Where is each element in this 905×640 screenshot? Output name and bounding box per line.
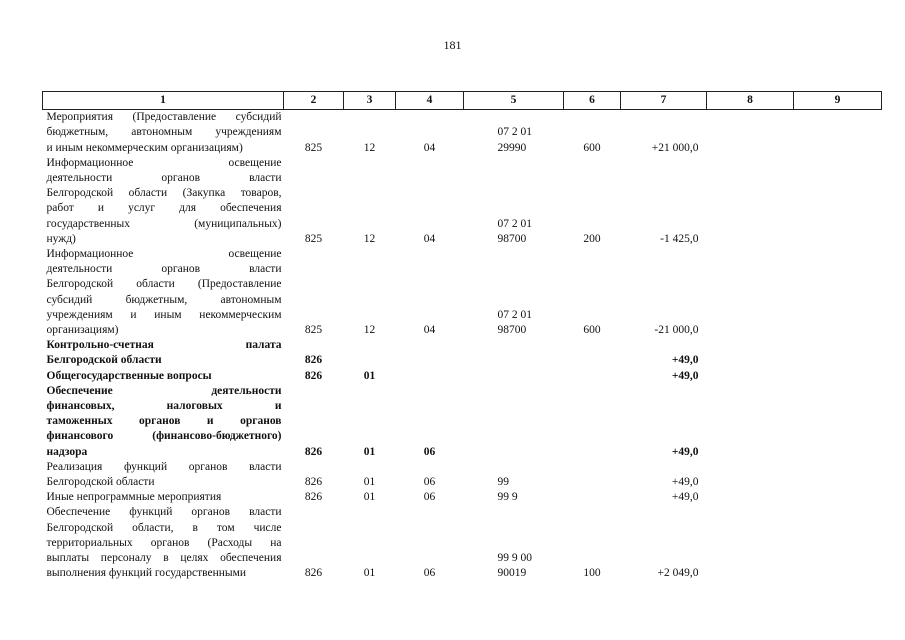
expense-type-code — [564, 369, 621, 384]
description-line: Иные непрограммные мероприятия — [46, 491, 222, 504]
expense-type-code: 100 — [583, 567, 601, 580]
description-line: деятельности органов власти — [46, 263, 282, 276]
section-code: 12 — [363, 232, 376, 245]
description-line: Информационное освещение — [46, 156, 282, 169]
table-row — [43, 384, 882, 460]
amount-change: +49,0 — [671, 445, 699, 458]
section-code — [344, 338, 396, 368]
table-row — [43, 156, 882, 247]
description-line: выполнения функций государственными — [46, 567, 247, 580]
description-line: работ и услуг для обеспечения — [46, 202, 282, 215]
section-code: 01 — [363, 567, 376, 580]
row-description — [43, 247, 284, 338]
column-9 — [794, 490, 882, 505]
table-row — [43, 460, 882, 490]
description-line: Белгородской области, в том числе — [46, 521, 282, 534]
admin-code: 826 — [304, 354, 323, 367]
description-line: Контрольно-счетная палата — [46, 339, 282, 352]
page-number: 181 — [443, 38, 462, 52]
column-8 — [707, 460, 794, 490]
column-8 — [707, 247, 794, 338]
subsection-code: 06 — [423, 491, 436, 504]
admin-code: 825 — [304, 324, 323, 337]
table-row — [43, 110, 882, 156]
amount-change: +2 049,0 — [657, 567, 699, 580]
table-row — [43, 247, 882, 338]
expense-type-code — [564, 490, 621, 505]
table-row — [43, 369, 882, 384]
column-8 — [707, 369, 794, 384]
column-8 — [707, 384, 794, 460]
column-9 — [794, 384, 882, 460]
description-line: деятельности органов власти — [46, 172, 282, 185]
subsection-code — [396, 369, 464, 384]
column-8 — [707, 505, 794, 581]
expense-type-code: 600 — [583, 324, 601, 337]
table-body — [43, 110, 882, 582]
amount-change: +49,0 — [671, 369, 699, 382]
amount-change: +49,0 — [671, 354, 699, 367]
amount-change: -1 425,0 — [660, 232, 699, 245]
admin-code: 826 — [304, 369, 323, 382]
admin-code: 825 — [304, 141, 323, 154]
description-line: Обеспечение деятельности — [46, 384, 282, 397]
subsection-code — [396, 338, 464, 368]
description-line: Реализация функций органов власти — [46, 460, 282, 473]
header-col-8: 8 — [707, 92, 794, 110]
column-9 — [794, 460, 882, 490]
description-line: финансовых, налоговых и — [46, 400, 282, 413]
description-line: Мероприятия (Предоставление субсидий — [46, 111, 282, 124]
subsection-code: 06 — [423, 476, 436, 489]
amount-change: +49,0 — [671, 476, 699, 489]
column-8 — [707, 338, 794, 368]
subsection-code: 04 — [423, 232, 436, 245]
description-line: Общегосударственные вопросы — [46, 369, 212, 382]
description-line: Белгородской области — [46, 476, 155, 489]
expense-type-code — [564, 460, 621, 490]
header-col-2: 2 — [284, 92, 344, 110]
target-article-code: 99 — [497, 476, 509, 489]
column-9 — [794, 369, 882, 384]
description-line: и иным некоммерческим организациям) — [46, 141, 243, 154]
admin-code: 826 — [304, 445, 323, 458]
expense-type-code: 200 — [583, 232, 601, 245]
row-description — [43, 338, 284, 368]
target-article-code: 07 2 01 29990 — [497, 126, 532, 154]
target-article-code: 07 2 01 98700 — [497, 217, 532, 245]
subsection-code: 06 — [423, 445, 436, 458]
target-article-code: 99 9 00 90019 — [497, 552, 532, 580]
amount-change: +21 000,0 — [651, 141, 699, 154]
column-8 — [707, 110, 794, 156]
description-line: Обеспечение функций органов власти — [46, 506, 282, 519]
header-col-6: 6 — [564, 92, 621, 110]
column-9 — [794, 156, 882, 247]
admin-code: 826 — [304, 476, 323, 489]
target-article-code: 99 9 — [497, 491, 518, 504]
section-code: 12 — [363, 324, 376, 337]
target-article-code: 07 2 01 98700 — [497, 308, 532, 337]
expense-type-code — [564, 384, 621, 460]
expense-type-code: 600 — [583, 141, 601, 154]
table-row — [43, 490, 882, 505]
section-code: 01 — [363, 445, 376, 458]
budget-table — [42, 91, 882, 582]
row-description — [43, 156, 284, 247]
description-line: учреждениям и иным некоммерческим — [46, 308, 282, 321]
header-col-1: 1 — [43, 92, 284, 110]
table-header-row — [43, 92, 882, 110]
description-line: выплаты персоналу в целях обеспечения — [46, 552, 282, 565]
section-code: 01 — [363, 491, 376, 504]
description-line: Белгородской области — [46, 354, 162, 367]
description-line: государственных (муниципальных) — [46, 217, 282, 230]
column-8 — [707, 490, 794, 505]
admin-code: 826 — [304, 491, 323, 504]
description-line: нужд) — [46, 232, 76, 245]
section-code: 01 — [363, 476, 376, 489]
target-article-code — [464, 338, 564, 368]
description-line: надзора — [46, 445, 88, 458]
admin-code: 826 — [304, 567, 323, 580]
description-line: субсидий бюджетным, автономным — [46, 293, 282, 306]
header-col-7: 7 — [621, 92, 707, 110]
section-code: 01 — [363, 369, 376, 382]
row-description — [43, 369, 284, 384]
expense-type-code — [564, 338, 621, 368]
column-9 — [794, 110, 882, 156]
description-line: территориальных органов (Расходы на — [46, 536, 282, 549]
target-article-code — [464, 384, 564, 460]
admin-code: 825 — [304, 232, 323, 245]
section-code: 12 — [363, 141, 376, 154]
table-row — [43, 505, 882, 581]
row-description — [43, 384, 284, 460]
column-8 — [707, 156, 794, 247]
description-line: таможенных органов и органов — [46, 415, 282, 428]
row-description — [43, 110, 284, 156]
target-article-code — [464, 369, 564, 384]
table-row — [43, 338, 882, 368]
header-col-4: 4 — [396, 92, 464, 110]
description-line: Информационное освещение — [46, 248, 282, 261]
row-description — [43, 460, 284, 490]
description-line: Белгородской области (Закупка товаров, — [46, 187, 282, 200]
header-col-3: 3 — [344, 92, 396, 110]
subsection-code: 06 — [423, 567, 436, 580]
description-line: организациям) — [46, 324, 119, 337]
column-9 — [794, 247, 882, 338]
subsection-code: 04 — [423, 324, 436, 337]
column-9 — [794, 338, 882, 368]
subsection-code: 04 — [423, 141, 436, 154]
amount-change: -21 000,0 — [654, 324, 699, 337]
description-line: финансового (финансово-бюджетного) — [46, 430, 282, 443]
header-col-9: 9 — [794, 92, 882, 110]
description-line: Белгородской области (Предоставление — [46, 278, 282, 291]
row-description — [43, 505, 284, 581]
amount-change: +49,0 — [671, 491, 699, 504]
budget-table-container — [42, 91, 881, 582]
column-9 — [794, 505, 882, 581]
header-col-5: 5 — [464, 92, 564, 110]
row-description — [43, 490, 284, 505]
description-line: бюджетным, автономным учреждениям — [46, 126, 282, 139]
